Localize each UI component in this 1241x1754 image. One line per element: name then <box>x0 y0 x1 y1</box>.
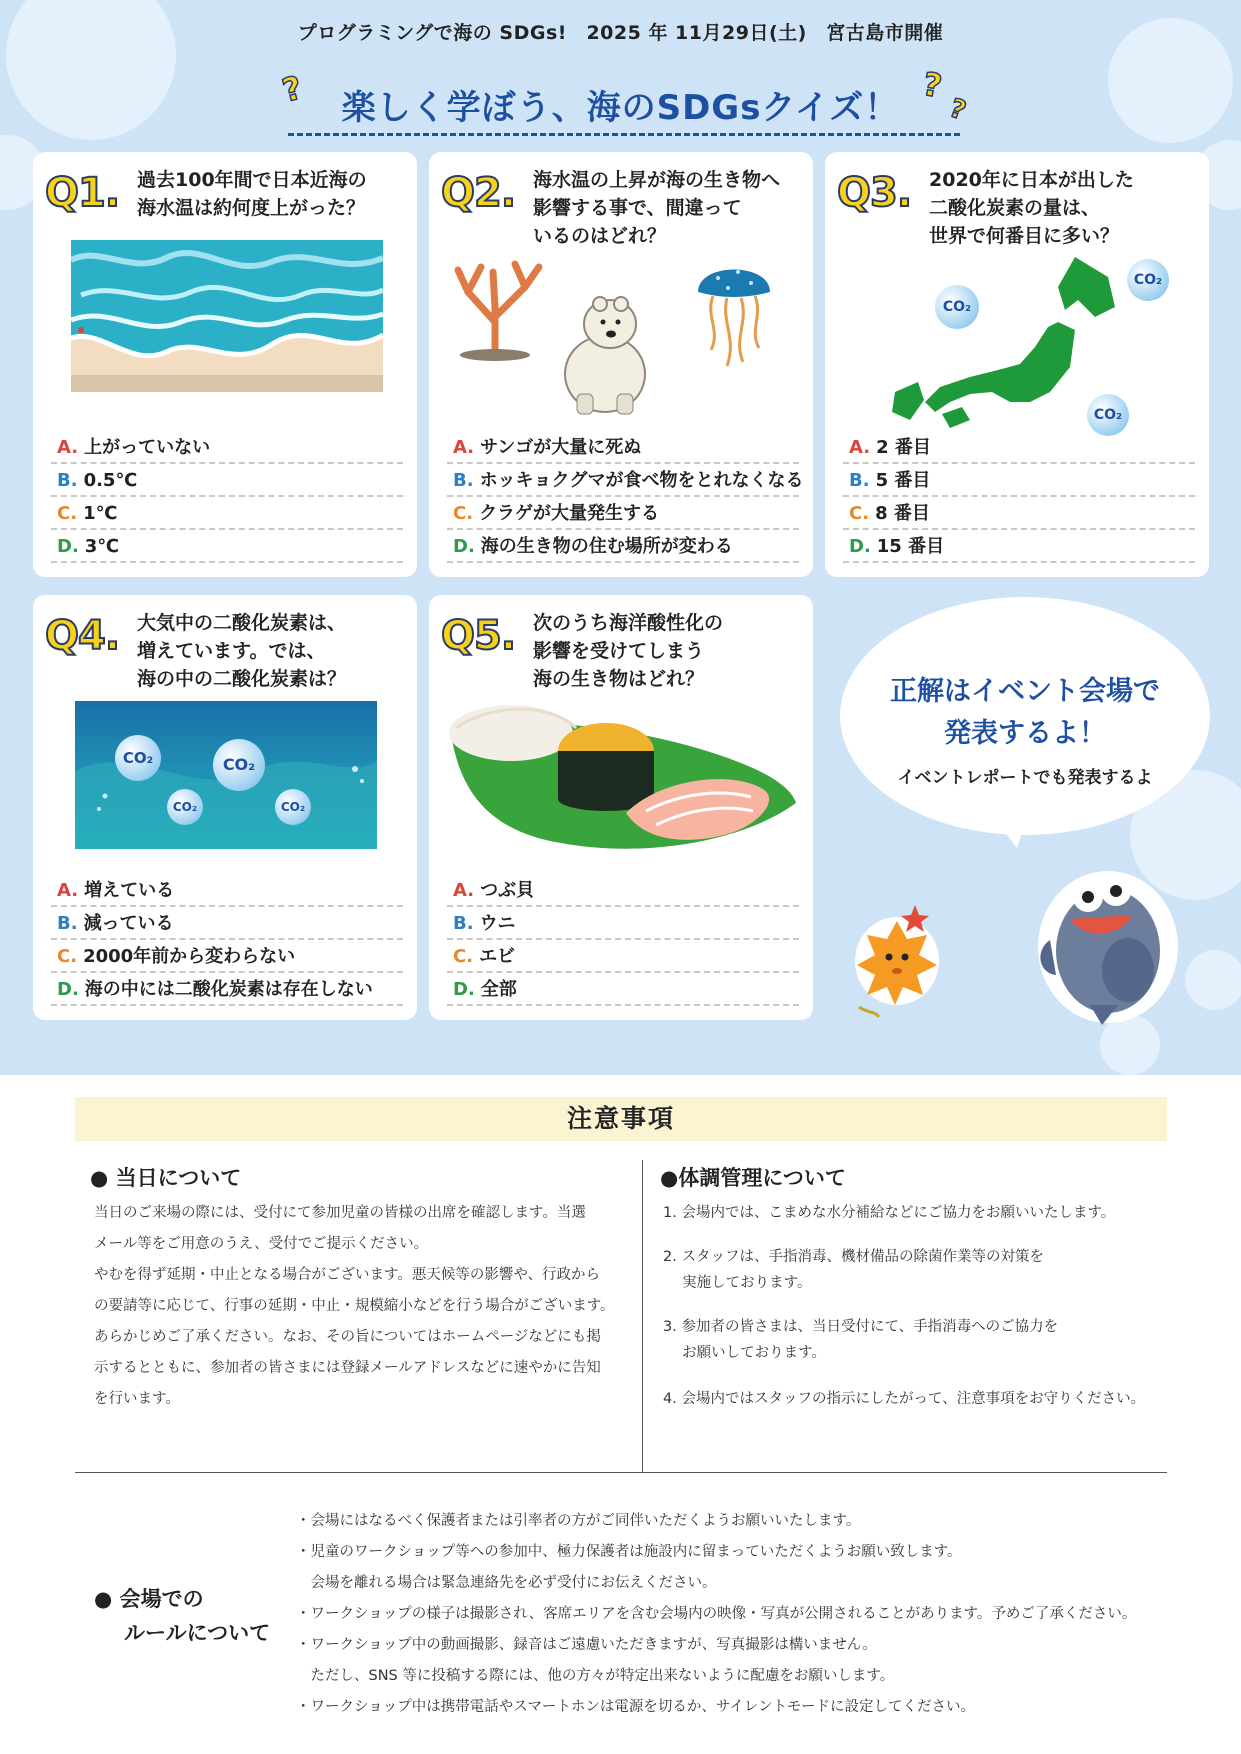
question-text: 2020年に日本が出した 二酸化炭素の量は、 世界で何番目に多い？ <box>929 169 1134 247</box>
answer-option-b: B. ウニ <box>447 907 799 940</box>
rule-item: ・ワークショップ中は携帯電話やスマートホンは電源を切るか、サイレントモードに設定してください。 <box>296 1699 975 1715</box>
answer-option-a: A. 2 番目 <box>843 431 1195 464</box>
health-section-list <box>663 1198 1145 1415</box>
quiz-card-q4 <box>33 595 417 1020</box>
question-text: 大気中の二酸化炭素は、 増えています。では、 海の中の二酸化炭素は？ <box>137 612 347 690</box>
rule-item: ただし、SNS 等に投稿する際には、他の方々が特定出来ないように配慮をお願いします。 <box>296 1668 895 1684</box>
question-mark-icon: ? <box>278 68 307 110</box>
ocean-co2-illustration <box>75 701 377 849</box>
co2-bubble: CO₂ <box>115 735 161 781</box>
question-mark-icon: ? <box>945 93 970 127</box>
co2-bubble: CO₂ <box>935 285 979 329</box>
rule-item: ・ワークショップ中の動画撮影、録音はご遠慮いただきますが、写真撮影は構いません。 <box>296 1637 877 1653</box>
health-section-title: ●体調管理について <box>660 1166 846 1190</box>
health-item-4: 4. 会場内ではスタッフの指示にしたがって、注意事項をお守りください。 <box>663 1391 1146 1407</box>
question-text: 過去100年間で日本近海の 海水温は約何度上がった？ <box>137 169 367 219</box>
question-text: 海水温の上昇が海の生き物へ 影響する事で、間違って いるのはどれ？ <box>533 169 781 247</box>
answer-list <box>51 431 403 563</box>
answer-option-c: C. 1℃ <box>51 497 403 530</box>
co2-bubble: CO₂ <box>213 739 265 791</box>
co2-bubble: CO₂ <box>1127 259 1169 301</box>
answer-option-c: C. エビ <box>447 940 799 973</box>
health-item-2: 2. スタッフは、手指消毒、機材備品の除菌作業等の対策を 実施しております。 <box>663 1249 1044 1291</box>
answer-option-d: D. 15 番目 <box>843 530 1195 563</box>
orange-fish-mascot-icon <box>845 895 950 1025</box>
answer-option-b: B. 0.5℃ <box>51 464 403 497</box>
question-number: Q4. <box>45 613 120 659</box>
health-item-3: 3. 参加者の皆さまは、当日受付にて、手指消毒へのご協力を お願いしております。 <box>663 1319 1059 1361</box>
notes-heading: 注意事項 <box>75 1097 1167 1141</box>
answer-option-c: C. クラゲが大量発生する <box>447 497 799 530</box>
column-divider <box>642 1160 643 1472</box>
speech-bubble <box>840 597 1210 835</box>
co2-bubble: CO₂ <box>167 789 203 825</box>
answer-option-a: A. サンゴが大量に死ぬ <box>447 431 799 464</box>
bg-bubble <box>1185 950 1241 1010</box>
answer-option-c: C. 8 番目 <box>843 497 1195 530</box>
section-divider <box>75 1472 1167 1473</box>
answer-option-d: D. 全部 <box>447 973 799 1006</box>
health-item-1: 1. 会場内では、こまめな水分補給などにご協力をお願いいたします。 <box>663 1205 1116 1221</box>
rule-item: ・児童のワークショップ等への参加中、極力保護者は施設内に留まっていただくようお願い致します。 <box>296 1544 962 1560</box>
title-underline <box>288 133 960 136</box>
answer-option-b: B. ホッキョクグマが食べ物をとれなくなる <box>447 464 799 497</box>
venue-rules-list <box>296 1506 1136 1723</box>
answer-option-d: D. 海の中には二酸化炭素は存在しない <box>51 973 403 1006</box>
polar-bear-icon <box>555 294 655 416</box>
rule-item: 会場を離れる場合は緊急連絡先を必ず受付にお伝えください。 <box>296 1575 717 1591</box>
answer-option-a: A. 上がっていない <box>51 431 403 464</box>
answer-list <box>843 431 1195 563</box>
day-section-title: ● 当日について <box>90 1166 242 1190</box>
answer-option-a: A. 増えている <box>51 874 403 907</box>
question-number: Q5. <box>441 613 516 659</box>
answer-announcement: 正解はイベント会場で <box>890 676 1160 707</box>
rule-item: ・ワークショップの様子は撮影され、客席エリアを含む会場内の映像・写真が公開されることがあります。予めご了承ください。 <box>296 1606 1137 1622</box>
question-number: Q1. <box>45 170 120 216</box>
page-title: 楽しく学ぼう、海のSDGsクイズ！ <box>341 88 900 128</box>
answer-list <box>51 874 403 1006</box>
coral-icon <box>443 252 548 362</box>
quiz-card-q2 <box>429 152 813 577</box>
question-mark-icon: ? <box>919 64 945 106</box>
quiz-card-q1 <box>33 152 417 577</box>
question-number: Q2. <box>441 170 516 216</box>
sushi-illustration <box>441 693 803 858</box>
answer-list <box>447 431 804 563</box>
question-number: Q3. <box>837 170 912 216</box>
answer-option-b: B. 5 番目 <box>843 464 1195 497</box>
answer-option-b: B. 減っている <box>51 907 403 940</box>
day-section-body: 当日のご来場の際には、受付にて参加児童の皆様の出席を確認します。当選 メール等をご用意のうえ、受付でご提示ください。 やむを得ず延期・中止となる場合がございます。悪天候等の影響や、行政から の要請等に応じて、行事の延期・中止・規模縮小などを行う場合がございます。 あらかじめご了承ください。なお、その旨についてはホームページなどにも掲 示するとともに、参加者の皆さまには登録メールアドレスなどに速やかに告知 を行います。 <box>94 1205 615 1407</box>
answer-option-a: A. つぶ貝 <box>447 874 799 907</box>
venue-rules-title: ● 会場での ルールについて <box>94 1587 271 1645</box>
co2-bubble: CO₂ <box>1087 394 1129 436</box>
co2-bubble: CO₂ <box>275 789 311 825</box>
quiz-card-q3 <box>825 152 1209 577</box>
blue-fish-mascot-icon <box>1030 855 1190 1030</box>
jellyfish-icon <box>693 250 775 372</box>
event-report-note: イベントレポートでも発表するよ <box>897 768 1153 788</box>
question-text: 次のうち海洋酸性化の 影響を受けてしまう 海の生き物はどれ？ <box>533 612 724 690</box>
quiz-card-q5 <box>429 595 813 1020</box>
event-info: プログラミングで海の SDGs! 2025 年 11月29日(土) 宮古島市開催 <box>297 22 944 44</box>
sea-beach-illustration <box>71 240 383 392</box>
rule-item: ・会場にはなるべく保護者または引率者の方がご同伴いただくようお願いいたします。 <box>296 1513 861 1529</box>
answer-option-d: D. 海の生き物の住む場所が変わる <box>447 530 799 563</box>
answer-option-c: C. 2000年前から変わらない <box>51 940 403 973</box>
answer-list <box>447 874 799 1006</box>
answer-option-d: D. 3℃ <box>51 530 403 563</box>
answer-announcement-2: 発表するよ！ <box>944 718 1106 749</box>
